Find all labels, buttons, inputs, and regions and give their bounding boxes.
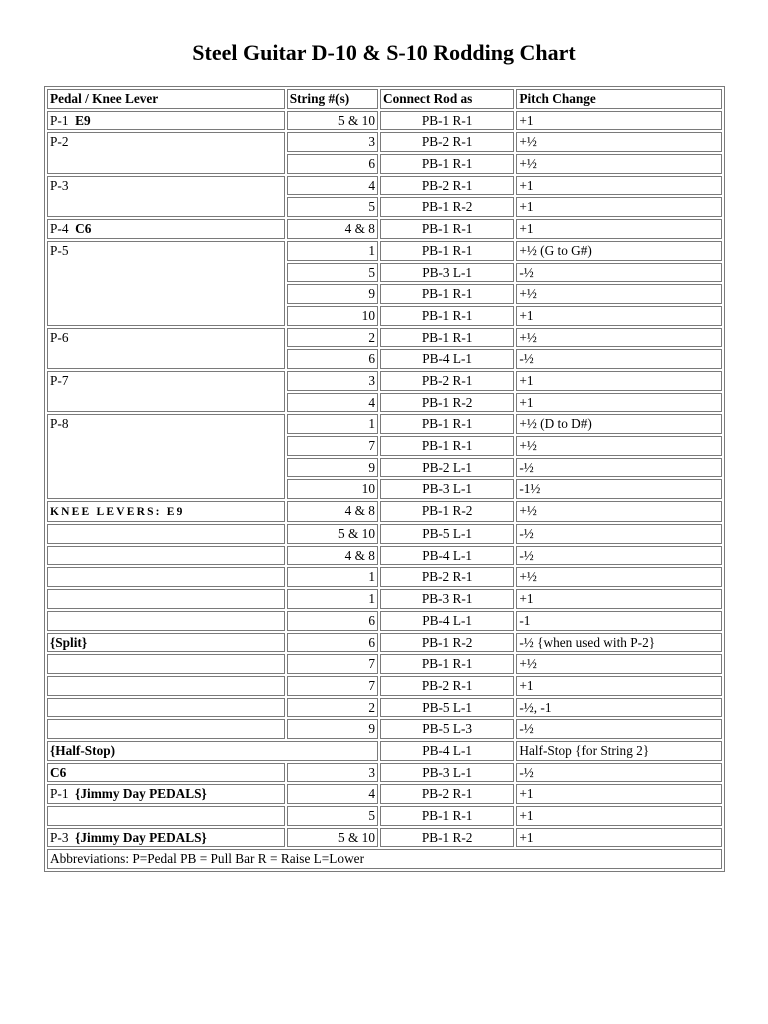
rod-cell: PB-1 R-1 <box>380 154 514 174</box>
pitch-cell: Half-Stop {for String 2} <box>516 741 722 761</box>
header-pitch: Pitch Change <box>516 89 722 109</box>
strings-cell: 1 <box>287 241 378 261</box>
pitch-cell: +½ <box>516 132 722 152</box>
table-row <box>47 589 722 609</box>
table-row <box>47 611 722 631</box>
rod-cell: PB-1 R-2 <box>380 828 514 848</box>
header-strings: String #(s) <box>287 89 378 109</box>
rod-cell: PB-1 R-1 <box>380 436 514 456</box>
lever-cell <box>47 719 285 739</box>
table-row <box>47 676 722 696</box>
rod-cell: PB-4 L-1 <box>380 546 514 566</box>
rod-cell: PB-5 L-1 <box>380 698 514 718</box>
strings-cell: 9 <box>287 719 378 739</box>
table-row <box>47 654 722 674</box>
lever-cell <box>47 546 285 566</box>
lever-name: P-8 <box>50 416 69 432</box>
rod-cell: PB-1 R-1 <box>380 219 514 239</box>
lever-cell <box>47 524 285 544</box>
strings-cell: 4 & 8 <box>287 546 378 566</box>
lever-cell <box>47 828 285 848</box>
pitch-cell: +½ <box>516 154 722 174</box>
pitch-cell: +1 <box>516 306 722 326</box>
lever-cell <box>47 501 285 522</box>
strings-cell: 1 <box>287 414 378 434</box>
lever-label <box>50 178 75 193</box>
strings-cell: 7 <box>287 676 378 696</box>
pitch-cell: -1 <box>516 611 722 631</box>
lever-name: {Half-Stop) <box>50 742 116 758</box>
rod-cell: PB-2 R-1 <box>380 784 514 804</box>
rod-cell: PB-5 L-3 <box>380 719 514 739</box>
strings-cell: 9 <box>287 458 378 478</box>
lever-cell <box>47 414 285 499</box>
strings-cell: 5 <box>287 263 378 283</box>
header-row <box>47 89 722 109</box>
pitch-cell: +1 <box>516 197 722 217</box>
strings-cell: 3 <box>287 763 378 783</box>
lever-cell <box>47 371 285 412</box>
rod-cell: PB-1 R-1 <box>380 111 514 131</box>
rod-cell: PB-3 L-1 <box>380 763 514 783</box>
table-row <box>47 371 722 391</box>
strings-cell: 6 <box>287 349 378 369</box>
lever-tuning-tag: {Jimmy Day PEDALS} <box>75 829 207 845</box>
strings-cell: 5 & 10 <box>287 828 378 848</box>
strings-cell: 6 <box>287 611 378 631</box>
lever-label <box>50 243 75 258</box>
pitch-cell: +1 <box>516 589 722 609</box>
lever-name: C6 <box>50 764 67 780</box>
lever-cell <box>47 763 285 783</box>
strings-cell: 6 <box>287 633 378 653</box>
rod-cell: PB-1 R-1 <box>380 654 514 674</box>
table-row <box>47 501 722 522</box>
pitch-cell: +½ <box>516 654 722 674</box>
rod-cell: PB-2 R-1 <box>380 176 514 196</box>
table-row <box>47 719 722 739</box>
lever-name: P-7 <box>50 372 69 388</box>
table-row <box>47 741 722 761</box>
rod-cell: PB-1 R-2 <box>380 633 514 653</box>
table-row <box>47 328 722 348</box>
strings-cell: 7 <box>287 436 378 456</box>
lever-label <box>50 330 75 345</box>
abbreviations-note: Abbreviations: P=Pedal PB = Pull Bar R = Raise L=Lower <box>47 849 722 869</box>
strings-cell: 6 <box>287 154 378 174</box>
rod-cell: PB-1 R-2 <box>380 501 514 522</box>
rod-cell: PB-2 R-1 <box>380 371 514 391</box>
lever-cell <box>47 784 285 804</box>
table-row <box>47 241 722 261</box>
pitch-cell: +½ <box>516 436 722 456</box>
lever-cell <box>47 806 285 826</box>
rod-cell: PB-1 R-1 <box>380 306 514 326</box>
pitch-cell: +½ <box>516 328 722 348</box>
knee-levers-label <box>50 506 185 518</box>
rod-cell: PB-3 L-1 <box>380 479 514 499</box>
rod-cell: PB-2 L-1 <box>380 458 514 478</box>
strings-cell: 4 <box>287 176 378 196</box>
table-row <box>47 524 722 544</box>
pitch-cell: -½, -1 <box>516 698 722 718</box>
strings-cell: 3 <box>287 371 378 391</box>
lever-name: P-1 <box>50 112 69 128</box>
pitch-cell: -½ {when used with P-2} <box>516 633 722 653</box>
table-row <box>47 633 722 653</box>
lever-tuning-tag: {Jimmy Day PEDALS} <box>75 786 207 802</box>
pitch-cell: +1 <box>516 176 722 196</box>
rod-cell: PB-5 L-1 <box>380 524 514 544</box>
lever-cell <box>47 176 285 217</box>
rod-cell: PB-1 R-1 <box>380 806 514 826</box>
table-row <box>47 567 722 587</box>
rod-cell: PB-4 L-1 <box>380 349 514 369</box>
rod-cell: PB-2 R-1 <box>380 676 514 696</box>
pitch-cell: -½ <box>516 524 722 544</box>
rod-cell: PB-1 R-1 <box>380 241 514 261</box>
pitch-cell: +1 <box>516 784 722 804</box>
header-lever: Pedal / Knee Lever <box>47 89 285 109</box>
lever-cell <box>47 676 285 696</box>
lever-cell <box>47 132 285 173</box>
lever-cell <box>47 633 285 653</box>
lever-cell <box>47 111 285 131</box>
pitch-cell: +1 <box>516 676 722 696</box>
table-row <box>47 828 722 848</box>
pitch-cell: +1 <box>516 111 722 131</box>
strings-cell: 9 <box>287 284 378 304</box>
lever-tuning-tag: E9 <box>75 112 91 128</box>
table-row <box>47 219 722 239</box>
lever-cell <box>47 589 285 609</box>
rodding-chart-table <box>44 86 725 872</box>
strings-cell: 7 <box>287 654 378 674</box>
strings-cell: 2 <box>287 328 378 348</box>
pitch-cell: -½ <box>516 719 722 739</box>
lever-cell <box>47 698 285 718</box>
pitch-cell: -1½ <box>516 479 722 499</box>
knee-levers-title: KNEE LEVERS: <box>50 506 162 519</box>
header-rod: Connect Rod as <box>380 89 514 109</box>
rod-cell: PB-1 R-2 <box>380 393 514 413</box>
pitch-cell: +1 <box>516 806 722 826</box>
strings-cell: 4 <box>287 393 378 413</box>
rod-cell: PB-3 R-1 <box>380 589 514 609</box>
rod-cell: PB-4 L-1 <box>380 611 514 631</box>
rod-cell: PB-1 R-1 <box>380 328 514 348</box>
lever-cell <box>47 241 285 326</box>
pitch-cell: +1 <box>516 219 722 239</box>
lever-label <box>50 373 75 388</box>
lever-name: P-4 <box>50 221 69 237</box>
pitch-cell: +½ <box>516 284 722 304</box>
pitch-cell: +1 <box>516 828 722 848</box>
abbreviations-row <box>47 849 722 869</box>
rod-cell: PB-1 R-1 <box>380 284 514 304</box>
lever-name: P-2 <box>50 134 69 150</box>
table-row <box>47 111 722 131</box>
rod-cell: PB-4 L-1 <box>380 741 514 761</box>
strings-cell: 2 <box>287 698 378 718</box>
pitch-cell: -½ <box>516 546 722 566</box>
pitch-cell: +½ <box>516 567 722 587</box>
strings-cell: 5 & 10 <box>287 111 378 131</box>
lever-label <box>50 830 207 845</box>
pitch-cell: -½ <box>516 349 722 369</box>
table-row <box>47 763 722 783</box>
lever-cell <box>47 611 285 631</box>
pitch-cell: +1 <box>516 393 722 413</box>
rodding-chart-body <box>47 89 722 869</box>
rod-cell: PB-3 L-1 <box>380 263 514 283</box>
strings-cell: 5 & 10 <box>287 524 378 544</box>
lever-name: P-5 <box>50 242 69 258</box>
lever-label <box>50 113 91 128</box>
strings-cell: 5 <box>287 197 378 217</box>
lever-name: P-1 <box>50 786 69 802</box>
table-row <box>47 546 722 566</box>
strings-cell: 5 <box>287 806 378 826</box>
lever-name: P-3 <box>50 829 69 845</box>
lever-label <box>50 221 91 236</box>
strings-cell: 4 & 8 <box>287 501 378 522</box>
lever-label <box>50 786 207 801</box>
table-row <box>47 132 722 152</box>
rod-cell: PB-2 R-1 <box>380 567 514 587</box>
strings-cell: 4 & 8 <box>287 219 378 239</box>
rod-cell: PB-2 R-1 <box>380 132 514 152</box>
strings-cell: 4 <box>287 784 378 804</box>
strings-cell: 3 <box>287 132 378 152</box>
page-title: Steel Guitar D-10 & S-10 Rodding Chart <box>192 40 576 65</box>
pitch-cell: +1 <box>516 371 722 391</box>
knee-levers-tag: E9 <box>166 506 185 519</box>
lever-cell <box>47 567 285 587</box>
lever-name: {Split} <box>50 634 88 650</box>
lever-name: P-6 <box>50 329 69 345</box>
strings-cell: 10 <box>287 306 378 326</box>
strings-cell: 1 <box>287 567 378 587</box>
pitch-cell: -½ <box>516 763 722 783</box>
table-row <box>47 414 722 434</box>
table-row <box>47 176 722 196</box>
lever-label <box>50 134 75 149</box>
lever-name: P-3 <box>50 177 69 193</box>
strings-cell: 10 <box>287 479 378 499</box>
pitch-cell: +½ <box>516 501 722 522</box>
table-row <box>47 806 722 826</box>
lever-label <box>50 416 75 431</box>
table-row <box>47 698 722 718</box>
rod-cell: PB-1 R-2 <box>380 197 514 217</box>
lever-cell <box>47 328 285 369</box>
rod-cell: PB-1 R-1 <box>380 414 514 434</box>
pitch-cell: +½ (G to G#) <box>516 241 722 261</box>
lever-tuning-tag: C6 <box>75 221 92 237</box>
pitch-cell: -½ <box>516 263 722 283</box>
table-row <box>47 784 722 804</box>
strings-cell: 1 <box>287 589 378 609</box>
lever-cell <box>47 219 285 239</box>
lever-cell <box>47 741 378 761</box>
pitch-cell: +½ (D to D#) <box>516 414 722 434</box>
pitch-cell: -½ <box>516 458 722 478</box>
lever-cell <box>47 654 285 674</box>
